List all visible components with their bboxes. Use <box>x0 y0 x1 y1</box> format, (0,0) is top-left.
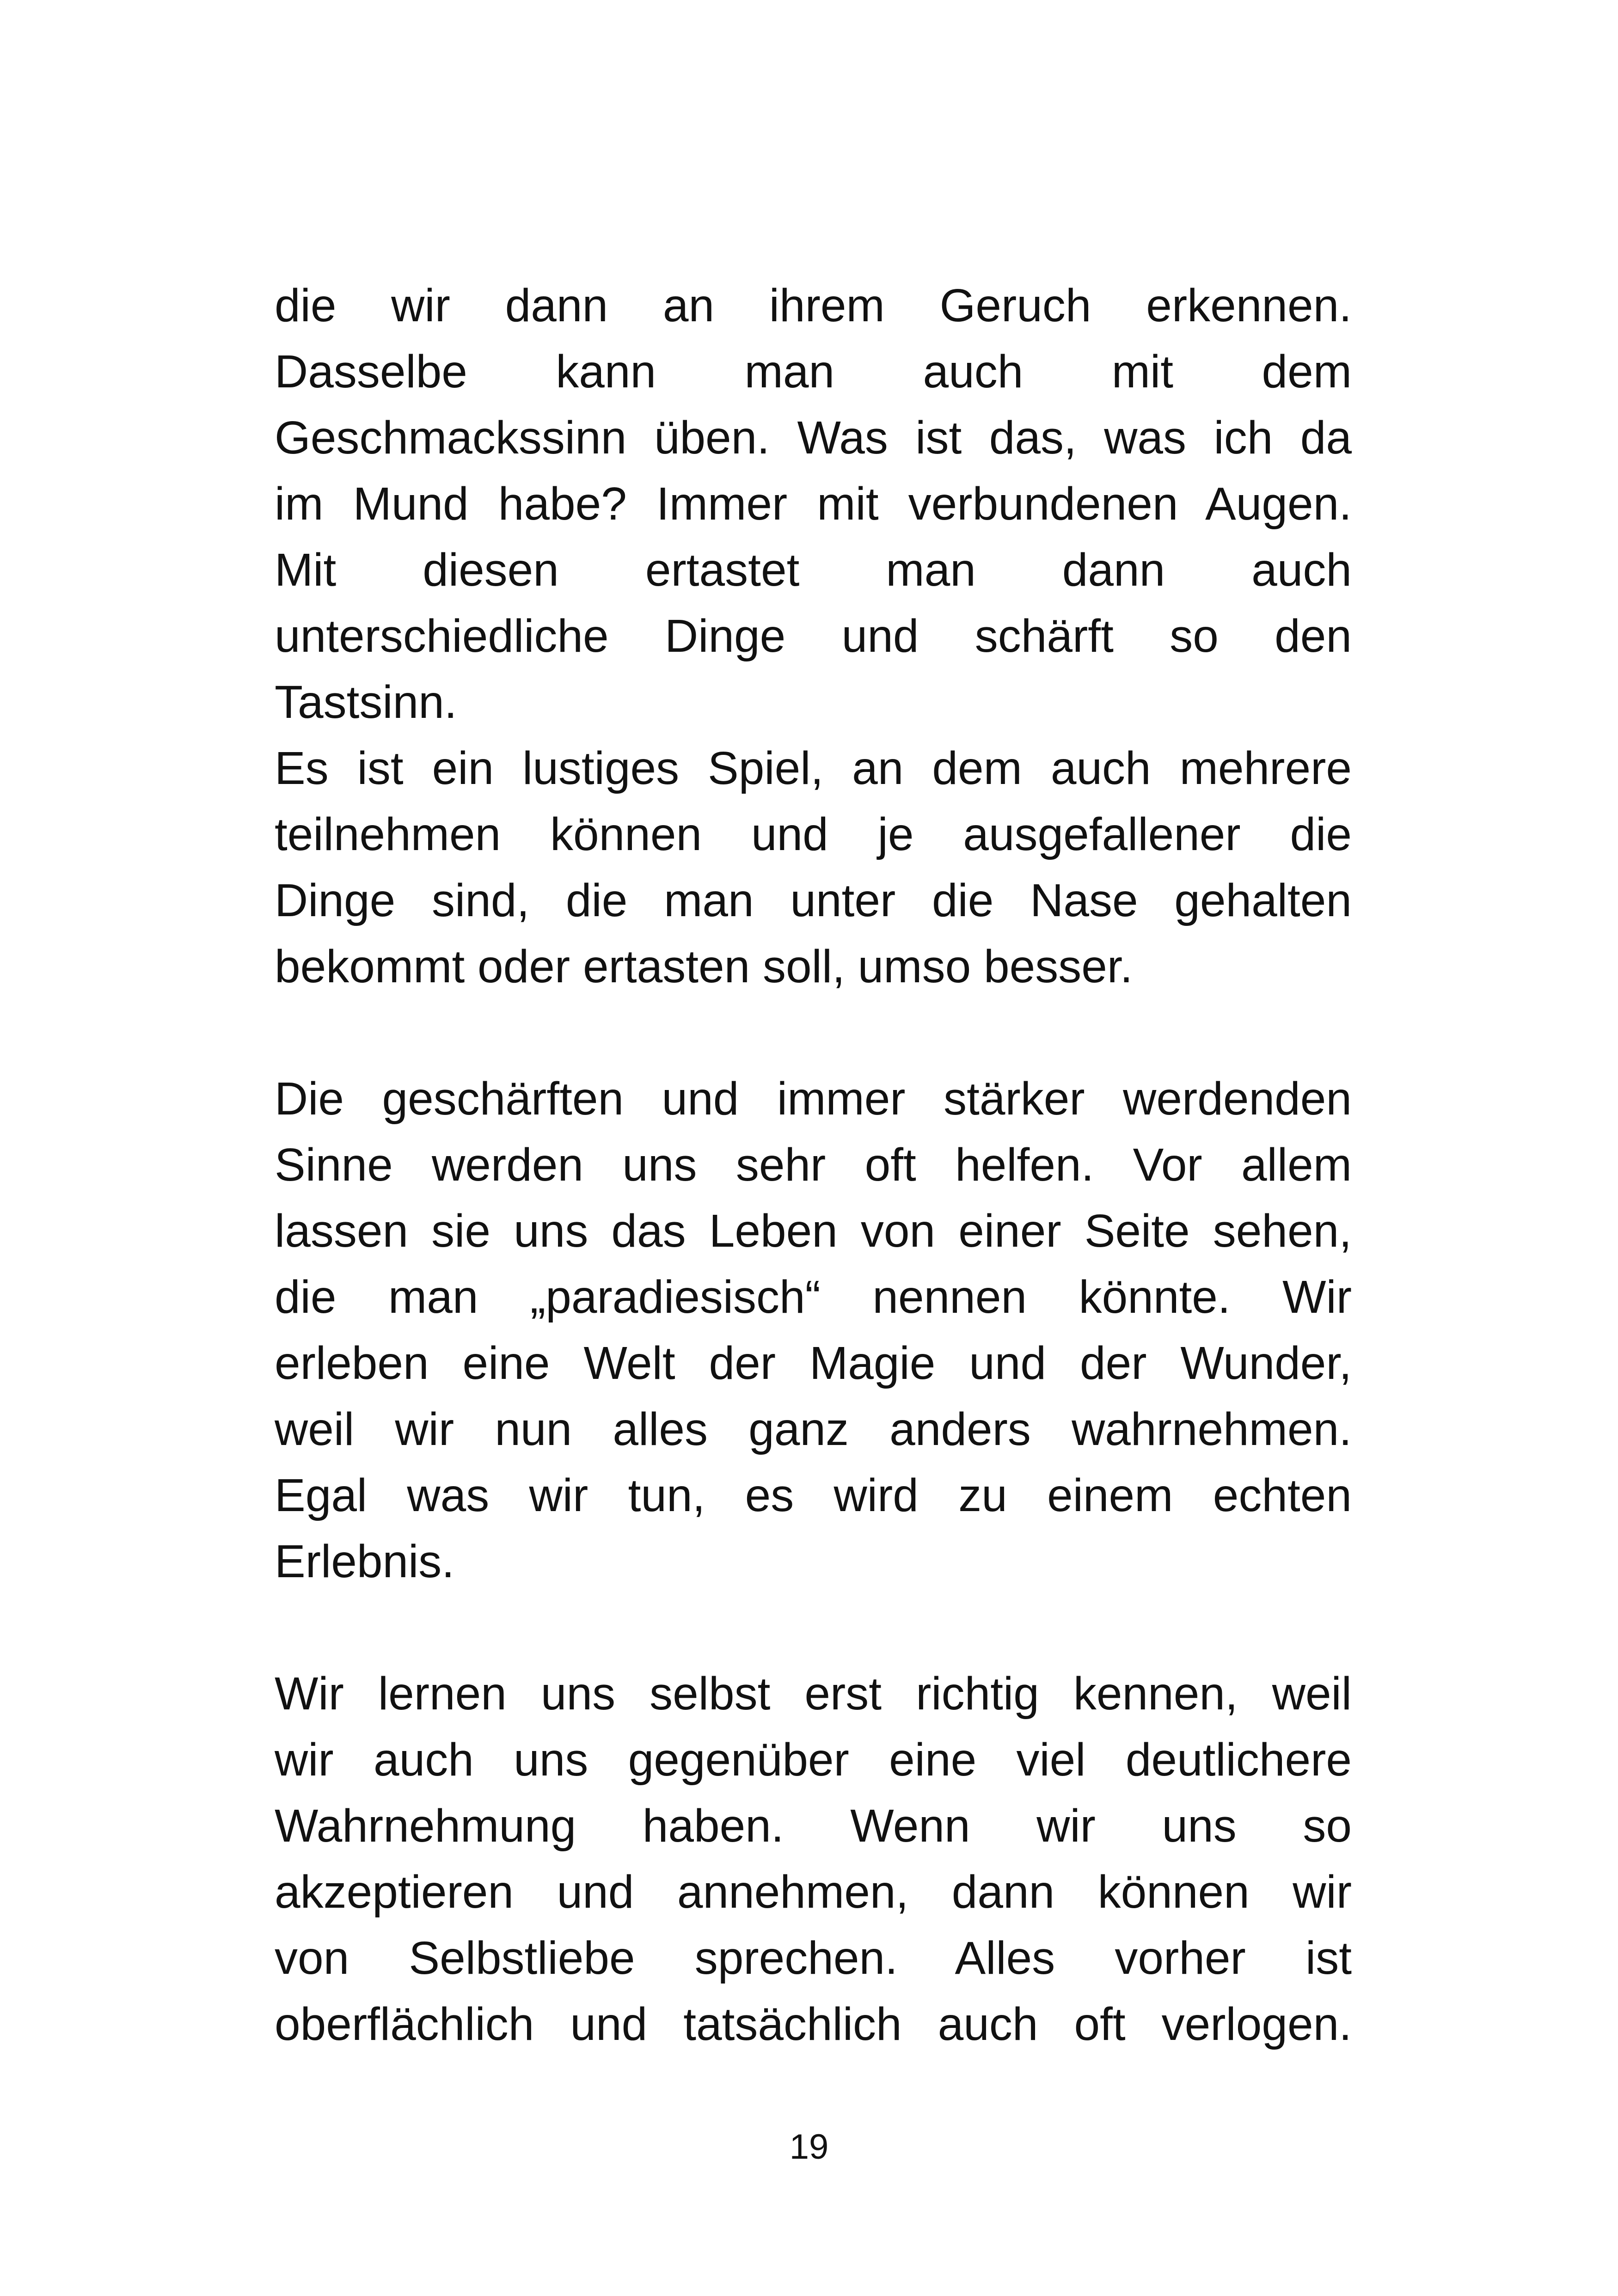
text-line: Sinne werden uns sehr oft helfen. Vor allem <box>275 1139 1352 1191</box>
text-line: weil wir nun alles ganz anders wahrnehmen. <box>275 1403 1352 1455</box>
text-line: Tastsinn. <box>275 676 457 728</box>
text-line: Geschmackssinn üben. Was ist das, was ich da <box>275 412 1352 464</box>
text-line: Mit diesen ertastet man dann auch <box>275 544 1352 596</box>
text-line: Dasselbe kann man auch mit dem <box>275 346 1352 398</box>
paragraph-gap <box>275 1595 1352 1661</box>
text-line: die man „paradiesisch“ nennen könnte. Wir <box>275 1271 1352 1323</box>
paragraph-gap <box>275 1000 1352 1066</box>
text-line: unterschiedliche Dinge und schärft so den <box>275 610 1352 662</box>
text-line: akzeptieren und annehmen, dann können wir <box>275 1866 1352 1918</box>
text-line: lassen sie uns das Leben von einer Seite sehen, <box>275 1205 1352 1257</box>
text-line: Wahrnehmung haben. Wenn wir uns so <box>275 1800 1352 1852</box>
text-line: Dinge sind, die man unter die Nase gehalten <box>275 875 1352 926</box>
text-line: wir auch uns gegenüber eine viel deutlichere <box>275 1734 1352 1786</box>
text-line: teilnehmen können und je ausgefallener die <box>275 808 1352 860</box>
text-line: Egal was wir tun, es wird zu einem echten <box>275 1469 1352 1521</box>
text-line: die wir dann an ihrem Geruch erkennen. <box>275 280 1352 331</box>
text-line: erleben eine Welt der Magie und der Wunder, <box>275 1337 1352 1389</box>
text-line: Wir lernen uns selbst erst richtig kennen, weil <box>275 1668 1352 1720</box>
page-number: 19 <box>789 2127 829 2167</box>
text-line: im Mund habe? Immer mit verbundenen Augen. <box>275 478 1352 530</box>
text-line: bekommt oder ertasten soll, umso besser. <box>275 941 1133 992</box>
body-text <box>275 273 1352 2057</box>
text-line: Die geschärften und immer stärker werdenden <box>275 1073 1352 1125</box>
text-line: Es ist ein lustiges Spiel, an dem auch mehrere <box>275 742 1352 794</box>
text-line: Erlebnis. <box>275 1536 455 1587</box>
text-line: oberflächlich und tatsächlich auch oft verlogen. <box>275 1998 1352 2050</box>
text-line: von Selbstliebe sprechen. Alles vorher ist <box>275 1932 1352 1984</box>
